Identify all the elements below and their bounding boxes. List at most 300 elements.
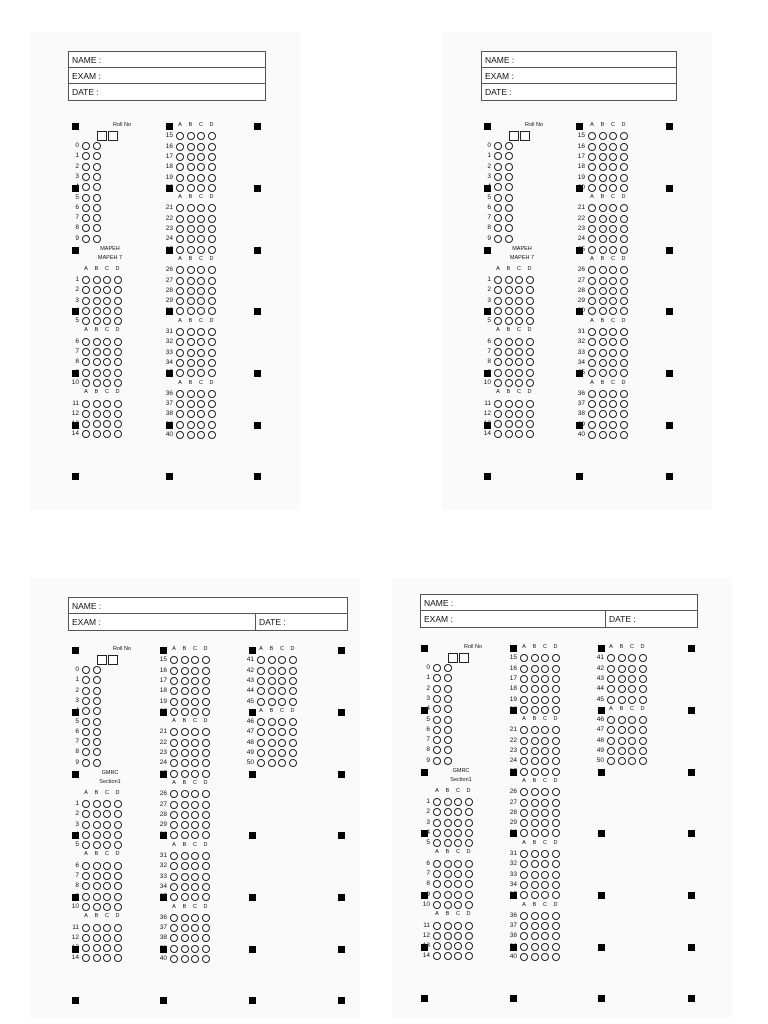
roll-bubble[interactable]	[93, 204, 101, 212]
answer-bubble[interactable]	[170, 677, 178, 685]
answer-bubble[interactable]	[114, 831, 122, 839]
answer-bubble[interactable]	[609, 390, 617, 398]
answer-bubble[interactable]	[82, 297, 90, 305]
answer-bubble[interactable]	[454, 798, 462, 806]
answer-bubble[interactable]	[515, 369, 523, 377]
answer-bubble[interactable]	[465, 942, 473, 950]
answer-bubble[interactable]	[531, 696, 539, 704]
answer-bubble[interactable]	[531, 757, 539, 765]
answer-bubble[interactable]	[526, 410, 534, 418]
roll-bubble[interactable]	[444, 695, 452, 703]
answer-bubble[interactable]	[515, 410, 523, 418]
answer-bubble[interactable]	[208, 184, 216, 192]
answer-bubble[interactable]	[289, 667, 297, 675]
roll-no-digit-box[interactable]	[509, 131, 519, 141]
answer-bubble[interactable]	[505, 400, 513, 408]
answer-bubble[interactable]	[599, 174, 607, 182]
answer-bubble[interactable]	[609, 143, 617, 151]
answer-bubble[interactable]	[93, 400, 101, 408]
answer-bubble[interactable]	[444, 808, 452, 816]
answer-bubble[interactable]	[620, 143, 628, 151]
answer-bubble[interactable]	[208, 215, 216, 223]
answer-bubble[interactable]	[609, 431, 617, 439]
answer-bubble[interactable]	[170, 667, 178, 675]
answer-bubble[interactable]	[191, 749, 199, 757]
answer-bubble[interactable]	[444, 798, 452, 806]
answer-bubble[interactable]	[187, 204, 195, 212]
answer-bubble[interactable]	[202, 914, 210, 922]
answer-bubble[interactable]	[197, 359, 205, 367]
answer-bubble[interactable]	[541, 809, 549, 817]
answer-bubble[interactable]	[82, 400, 90, 408]
answer-bubble[interactable]	[93, 317, 101, 325]
roll-bubble[interactable]	[444, 757, 452, 765]
roll-bubble[interactable]	[444, 726, 452, 734]
answer-bubble[interactable]	[454, 922, 462, 930]
answer-bubble[interactable]	[628, 675, 636, 683]
answer-bubble[interactable]	[93, 841, 101, 849]
answer-bubble[interactable]	[599, 277, 607, 285]
answer-bubble[interactable]	[187, 297, 195, 305]
answer-bubble[interactable]	[552, 706, 560, 714]
answer-bubble[interactable]	[444, 942, 452, 950]
answer-bubble[interactable]	[433, 798, 441, 806]
answer-bubble[interactable]	[202, 677, 210, 685]
answer-bubble[interactable]	[202, 656, 210, 664]
answer-bubble[interactable]	[93, 369, 101, 377]
answer-bubble[interactable]	[170, 739, 178, 747]
answer-bubble[interactable]	[202, 759, 210, 767]
answer-bubble[interactable]	[526, 420, 534, 428]
answer-bubble[interactable]	[639, 685, 647, 693]
answer-bubble[interactable]	[197, 153, 205, 161]
roll-bubble[interactable]	[494, 173, 502, 181]
answer-bubble[interactable]	[618, 685, 626, 693]
roll-bubble[interactable]	[505, 235, 513, 243]
answer-bubble[interactable]	[93, 307, 101, 315]
answer-bubble[interactable]	[599, 349, 607, 357]
answer-bubble[interactable]	[505, 307, 513, 315]
answer-bubble[interactable]	[114, 379, 122, 387]
answer-bubble[interactable]	[639, 665, 647, 673]
answer-bubble[interactable]	[208, 338, 216, 346]
answer-bubble[interactable]	[531, 943, 539, 951]
answer-bubble[interactable]	[208, 277, 216, 285]
answer-bubble[interactable]	[268, 749, 276, 757]
answer-bubble[interactable]	[202, 924, 210, 932]
answer-bubble[interactable]	[82, 348, 90, 356]
answer-bubble[interactable]	[93, 821, 101, 829]
roll-bubble[interactable]	[93, 142, 101, 150]
answer-bubble[interactable]	[599, 338, 607, 346]
roll-bubble[interactable]	[494, 235, 502, 243]
answer-bubble[interactable]	[520, 943, 528, 951]
roll-bubble[interactable]	[444, 716, 452, 724]
answer-bubble[interactable]	[520, 809, 528, 817]
answer-bubble[interactable]	[176, 431, 184, 439]
answer-bubble[interactable]	[531, 737, 539, 745]
answer-bubble[interactable]	[170, 852, 178, 860]
answer-bubble[interactable]	[82, 924, 90, 932]
answer-bubble[interactable]	[465, 880, 473, 888]
answer-bubble[interactable]	[176, 174, 184, 182]
answer-bubble[interactable]	[541, 912, 549, 920]
answer-bubble[interactable]	[170, 698, 178, 706]
answer-bubble[interactable]	[257, 739, 265, 747]
answer-bubble[interactable]	[465, 870, 473, 878]
answer-bubble[interactable]	[103, 862, 111, 870]
answer-bubble[interactable]	[289, 656, 297, 664]
answer-bubble[interactable]	[114, 358, 122, 366]
answer-bubble[interactable]	[609, 277, 617, 285]
answer-bubble[interactable]	[93, 862, 101, 870]
answer-bubble[interactable]	[628, 747, 636, 755]
roll-bubble[interactable]	[82, 666, 90, 674]
answer-bubble[interactable]	[191, 698, 199, 706]
answer-bubble[interactable]	[208, 349, 216, 357]
answer-bubble[interactable]	[278, 739, 286, 747]
answer-bubble[interactable]	[505, 297, 513, 305]
answer-bubble[interactable]	[202, 883, 210, 891]
answer-bubble[interactable]	[93, 276, 101, 284]
answer-bubble[interactable]	[620, 266, 628, 274]
answer-bubble[interactable]	[599, 143, 607, 151]
answer-bubble[interactable]	[93, 410, 101, 418]
answer-bubble[interactable]	[191, 801, 199, 809]
answer-bubble[interactable]	[181, 811, 189, 819]
roll-no-digit-box[interactable]	[459, 653, 469, 663]
answer-bubble[interactable]	[505, 369, 513, 377]
answer-bubble[interactable]	[465, 808, 473, 816]
answer-bubble[interactable]	[202, 945, 210, 953]
answer-bubble[interactable]	[176, 184, 184, 192]
answer-bubble[interactable]	[515, 400, 523, 408]
answer-bubble[interactable]	[170, 749, 178, 757]
answer-bubble[interactable]	[114, 903, 122, 911]
answer-bubble[interactable]	[552, 943, 560, 951]
answer-bubble[interactable]	[515, 348, 523, 356]
answer-bubble[interactable]	[433, 901, 441, 909]
answer-bubble[interactable]	[181, 728, 189, 736]
answer-bubble[interactable]	[202, 821, 210, 829]
answer-bubble[interactable]	[620, 277, 628, 285]
answer-bubble[interactable]	[599, 266, 607, 274]
answer-bubble[interactable]	[103, 821, 111, 829]
answer-bubble[interactable]	[620, 246, 628, 254]
answer-bubble[interactable]	[202, 708, 210, 716]
answer-bubble[interactable]	[208, 246, 216, 254]
answer-bubble[interactable]	[618, 716, 626, 724]
answer-bubble[interactable]	[531, 912, 539, 920]
answer-bubble[interactable]	[93, 882, 101, 890]
answer-bubble[interactable]	[268, 677, 276, 685]
answer-bubble[interactable]	[454, 819, 462, 827]
answer-bubble[interactable]	[444, 829, 452, 837]
answer-bubble[interactable]	[114, 410, 122, 418]
roll-bubble[interactable]	[93, 173, 101, 181]
answer-bubble[interactable]	[494, 410, 502, 418]
answer-bubble[interactable]	[465, 922, 473, 930]
answer-bubble[interactable]	[176, 349, 184, 357]
answer-bubble[interactable]	[187, 390, 195, 398]
answer-bubble[interactable]	[114, 882, 122, 890]
answer-bubble[interactable]	[541, 747, 549, 755]
answer-bubble[interactable]	[268, 656, 276, 664]
answer-bubble[interactable]	[114, 400, 122, 408]
answer-bubble[interactable]	[82, 276, 90, 284]
answer-bubble[interactable]	[454, 829, 462, 837]
answer-bubble[interactable]	[93, 430, 101, 438]
answer-bubble[interactable]	[208, 225, 216, 233]
answer-bubble[interactable]	[197, 215, 205, 223]
answer-bubble[interactable]	[191, 708, 199, 716]
answer-bubble[interactable]	[103, 410, 111, 418]
answer-bubble[interactable]	[552, 922, 560, 930]
exam-label[interactable]: EXAM :	[72, 617, 101, 627]
answer-bubble[interactable]	[181, 873, 189, 881]
answer-bubble[interactable]	[191, 852, 199, 860]
answer-bubble[interactable]	[170, 708, 178, 716]
answer-bubble[interactable]	[541, 953, 549, 961]
answer-bubble[interactable]	[618, 696, 626, 704]
answer-bubble[interactable]	[176, 246, 184, 254]
answer-bubble[interactable]	[191, 667, 199, 675]
answer-bubble[interactable]	[202, 698, 210, 706]
answer-bubble[interactable]	[552, 850, 560, 858]
answer-bubble[interactable]	[531, 747, 539, 755]
answer-bubble[interactable]	[588, 246, 596, 254]
answer-bubble[interactable]	[620, 225, 628, 233]
answer-bubble[interactable]	[433, 860, 441, 868]
answer-bubble[interactable]	[103, 924, 111, 932]
answer-bubble[interactable]	[187, 163, 195, 171]
answer-bubble[interactable]	[176, 277, 184, 285]
answer-bubble[interactable]	[620, 287, 628, 295]
answer-bubble[interactable]	[531, 654, 539, 662]
answer-bubble[interactable]	[531, 891, 539, 899]
answer-bubble[interactable]	[181, 852, 189, 860]
answer-bubble[interactable]	[289, 677, 297, 685]
answer-bubble[interactable]	[541, 850, 549, 858]
answer-bubble[interactable]	[268, 728, 276, 736]
answer-bubble[interactable]	[82, 821, 90, 829]
answer-bubble[interactable]	[520, 768, 528, 776]
answer-bubble[interactable]	[208, 328, 216, 336]
roll-bubble[interactable]	[82, 718, 90, 726]
answer-bubble[interactable]	[176, 215, 184, 223]
answer-bubble[interactable]	[197, 277, 205, 285]
answer-bubble[interactable]	[620, 132, 628, 140]
answer-bubble[interactable]	[208, 410, 216, 418]
answer-bubble[interactable]	[541, 871, 549, 879]
answer-bubble[interactable]	[93, 893, 101, 901]
answer-bubble[interactable]	[114, 893, 122, 901]
answer-bubble[interactable]	[82, 903, 90, 911]
answer-bubble[interactable]	[187, 421, 195, 429]
answer-bubble[interactable]	[170, 914, 178, 922]
roll-bubble[interactable]	[82, 687, 90, 695]
answer-bubble[interactable]	[202, 852, 210, 860]
answer-bubble[interactable]	[257, 749, 265, 757]
answer-bubble[interactable]	[531, 726, 539, 734]
answer-bubble[interactable]	[505, 348, 513, 356]
answer-bubble[interactable]	[599, 246, 607, 254]
answer-bubble[interactable]	[639, 675, 647, 683]
answer-bubble[interactable]	[599, 297, 607, 305]
answer-bubble[interactable]	[541, 737, 549, 745]
answer-bubble[interactable]	[103, 307, 111, 315]
answer-bubble[interactable]	[170, 770, 178, 778]
answer-bubble[interactable]	[103, 903, 111, 911]
answer-bubble[interactable]	[588, 421, 596, 429]
answer-bubble[interactable]	[494, 276, 502, 284]
answer-bubble[interactable]	[170, 801, 178, 809]
answer-bubble[interactable]	[257, 667, 265, 675]
answer-bubble[interactable]	[181, 687, 189, 695]
answer-bubble[interactable]	[187, 153, 195, 161]
answer-bubble[interactable]	[114, 348, 122, 356]
answer-bubble[interactable]	[552, 891, 560, 899]
answer-bubble[interactable]	[268, 667, 276, 675]
answer-bubble[interactable]	[114, 800, 122, 808]
answer-bubble[interactable]	[197, 225, 205, 233]
date-field[interactable]	[69, 84, 265, 100]
answer-bubble[interactable]	[588, 277, 596, 285]
answer-bubble[interactable]	[181, 945, 189, 953]
answer-bubble[interactable]	[208, 235, 216, 243]
answer-bubble[interactable]	[552, 871, 560, 879]
answer-bubble[interactable]	[520, 706, 528, 714]
answer-bubble[interactable]	[552, 953, 560, 961]
answer-bubble[interactable]	[93, 286, 101, 294]
answer-bubble[interactable]	[541, 768, 549, 776]
answer-bubble[interactable]	[599, 421, 607, 429]
answer-bubble[interactable]	[588, 359, 596, 367]
answer-bubble[interactable]	[620, 163, 628, 171]
answer-bubble[interactable]	[505, 317, 513, 325]
answer-bubble[interactable]	[208, 174, 216, 182]
answer-bubble[interactable]	[187, 225, 195, 233]
answer-bubble[interactable]	[176, 359, 184, 367]
answer-bubble[interactable]	[289, 698, 297, 706]
answer-bubble[interactable]	[609, 174, 617, 182]
date-label[interactable]: DATE :	[255, 614, 286, 630]
answer-bubble[interactable]	[552, 654, 560, 662]
answer-bubble[interactable]	[176, 328, 184, 336]
answer-bubble[interactable]	[187, 235, 195, 243]
answer-bubble[interactable]	[620, 184, 628, 192]
answer-bubble[interactable]	[114, 276, 122, 284]
answer-bubble[interactable]	[599, 215, 607, 223]
answer-bubble[interactable]	[520, 737, 528, 745]
answer-bubble[interactable]	[505, 379, 513, 387]
answer-bubble[interactable]	[454, 891, 462, 899]
answer-bubble[interactable]	[620, 307, 628, 315]
answer-bubble[interactable]	[526, 286, 534, 294]
name-field[interactable]	[69, 52, 265, 68]
answer-bubble[interactable]	[494, 400, 502, 408]
answer-bubble[interactable]	[639, 747, 647, 755]
answer-bubble[interactable]	[191, 945, 199, 953]
answer-bubble[interactable]	[526, 369, 534, 377]
roll-bubble[interactable]	[82, 173, 90, 181]
answer-bubble[interactable]	[181, 698, 189, 706]
answer-bubble[interactable]	[552, 860, 560, 868]
answer-bubble[interactable]	[609, 246, 617, 254]
answer-bubble[interactable]	[208, 369, 216, 377]
roll-bubble[interactable]	[505, 142, 513, 150]
answer-bubble[interactable]	[599, 431, 607, 439]
answer-bubble[interactable]	[541, 696, 549, 704]
answer-bubble[interactable]	[82, 872, 90, 880]
answer-bubble[interactable]	[618, 654, 626, 662]
answer-bubble[interactable]	[82, 410, 90, 418]
answer-bubble[interactable]	[187, 400, 195, 408]
answer-bubble[interactable]	[289, 759, 297, 767]
answer-bubble[interactable]	[494, 369, 502, 377]
answer-bubble[interactable]	[588, 153, 596, 161]
answer-bubble[interactable]	[465, 891, 473, 899]
answer-bubble[interactable]	[639, 716, 647, 724]
answer-bubble[interactable]	[181, 770, 189, 778]
answer-bubble[interactable]	[208, 143, 216, 151]
answer-bubble[interactable]	[181, 924, 189, 932]
answer-bubble[interactable]	[526, 307, 534, 315]
answer-bubble[interactable]	[588, 225, 596, 233]
answer-bubble[interactable]	[444, 922, 452, 930]
answer-bubble[interactable]	[552, 799, 560, 807]
answer-bubble[interactable]	[552, 747, 560, 755]
answer-bubble[interactable]	[620, 328, 628, 336]
answer-bubble[interactable]	[114, 286, 122, 294]
answer-bubble[interactable]	[82, 369, 90, 377]
answer-bubble[interactable]	[620, 235, 628, 243]
answer-bubble[interactable]	[599, 235, 607, 243]
answer-bubble[interactable]	[181, 759, 189, 767]
answer-bubble[interactable]	[515, 338, 523, 346]
answer-bubble[interactable]	[620, 369, 628, 377]
answer-bubble[interactable]	[494, 338, 502, 346]
answer-bubble[interactable]	[454, 932, 462, 940]
answer-bubble[interactable]	[444, 839, 452, 847]
answer-bubble[interactable]	[531, 706, 539, 714]
answer-bubble[interactable]	[103, 893, 111, 901]
answer-bubble[interactable]	[531, 675, 539, 683]
answer-bubble[interactable]	[552, 932, 560, 940]
answer-bubble[interactable]	[181, 677, 189, 685]
exam-field[interactable]	[69, 68, 265, 84]
answer-bubble[interactable]	[599, 184, 607, 192]
answer-bubble[interactable]	[208, 431, 216, 439]
answer-bubble[interactable]	[181, 801, 189, 809]
answer-bubble[interactable]	[187, 328, 195, 336]
answer-bubble[interactable]	[114, 924, 122, 932]
answer-bubble[interactable]	[552, 881, 560, 889]
answer-bubble[interactable]	[289, 728, 297, 736]
answer-bubble[interactable]	[208, 287, 216, 295]
answer-bubble[interactable]	[93, 297, 101, 305]
answer-bubble[interactable]	[607, 737, 615, 745]
answer-bubble[interactable]	[505, 430, 513, 438]
answer-bubble[interactable]	[620, 174, 628, 182]
answer-bubble[interactable]	[191, 739, 199, 747]
answer-bubble[interactable]	[93, 338, 101, 346]
answer-bubble[interactable]	[552, 788, 560, 796]
answer-bubble[interactable]	[599, 132, 607, 140]
answer-bubble[interactable]	[82, 800, 90, 808]
answer-bubble[interactable]	[526, 379, 534, 387]
answer-bubble[interactable]	[93, 358, 101, 366]
